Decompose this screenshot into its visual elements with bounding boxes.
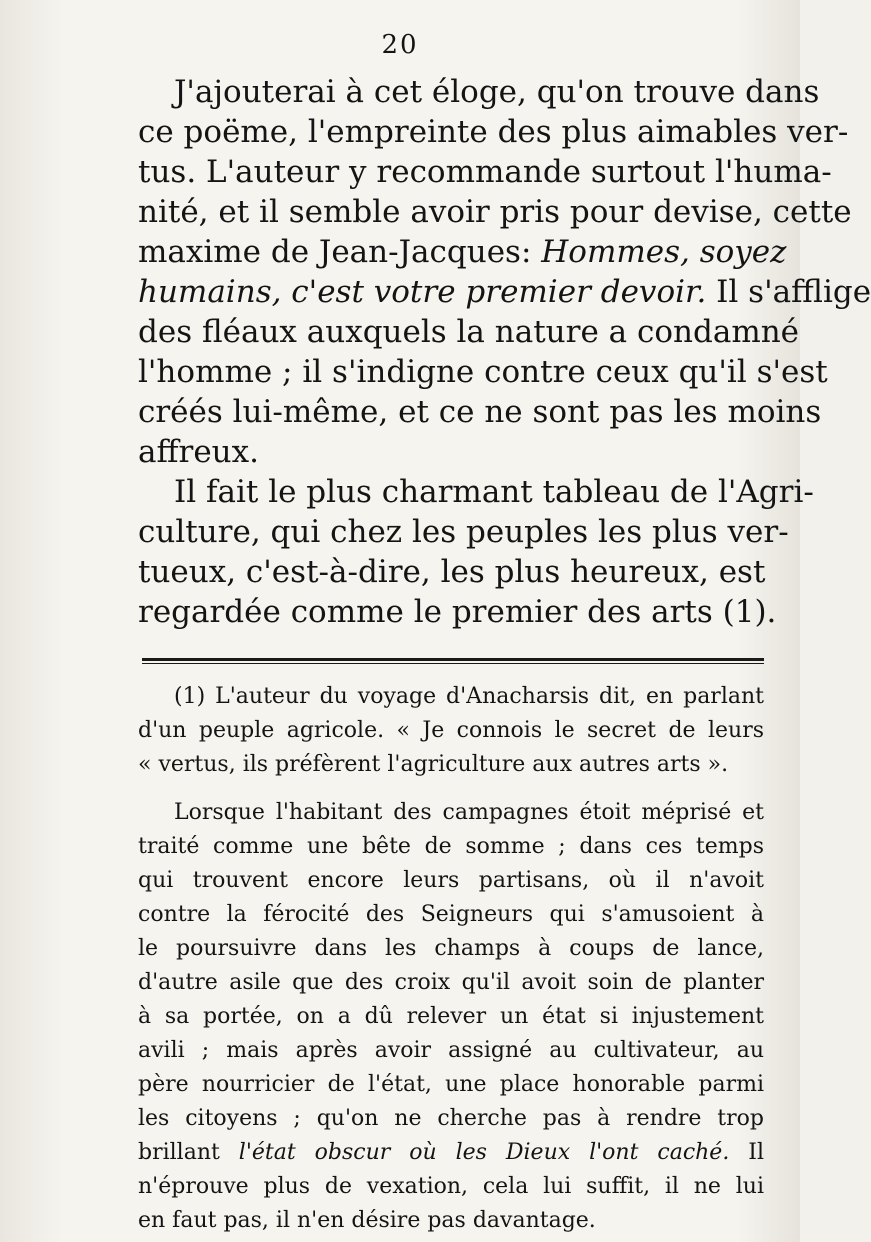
- footnote: [138, 680, 764, 1238]
- footnote-line: père nourricier de l'état, une place honorable parmi: [138, 1072, 764, 1097]
- footnote-line: « vertus, ils préfèrent l'agriculture aux autres arts ».: [138, 752, 729, 777]
- footnote-line: traité comme une bête de somme ; dans ces temps: [138, 834, 764, 859]
- footnote-line: à sa portée, on a dû relever un état si injustement: [138, 1004, 764, 1029]
- footnote-line: les citoyens ; qu'on ne cherche pas à rendre trop: [138, 1106, 764, 1131]
- text-line: l'homme ; il s'indigne contre ceux qu'il s'est: [138, 354, 828, 390]
- footnote-line: en faut pas, il n'en désire pas davantage.: [138, 1208, 596, 1233]
- italic-quote: l'état obscur où les Dieux l'ont caché.: [238, 1140, 730, 1165]
- text-line: tus. L'auteur y recommande surtout l'huma-: [138, 154, 832, 190]
- text-line-mixed: [138, 272, 871, 312]
- footnote-line: contre la férocité des Seigneurs qui s'amusoient à: [138, 902, 764, 927]
- main-text: [138, 72, 871, 632]
- text-line: culture, qui chez les peuples les plus ver-: [138, 514, 789, 550]
- text-line: affreux.: [138, 434, 259, 470]
- text-line: Il fait le plus charmant tableau de l'Agri-: [174, 474, 814, 510]
- text-line: ce poëme, l'empreinte des plus aimables ver-: [138, 114, 849, 150]
- spacer: [138, 782, 764, 796]
- footnote-line-mixed: [138, 1136, 764, 1170]
- text-run: brillant: [138, 1140, 239, 1165]
- text-run: Il s'afflige: [706, 274, 871, 310]
- footnote-line: d'un peuple agricole. « Je connois le secret de leurs: [138, 718, 764, 743]
- text-line: regardée comme le premier des arts (1).: [138, 594, 777, 630]
- text-line: créés lui-même, et ce ne sont pas les moins: [138, 394, 822, 430]
- text-line: J'ajouterai à cet éloge, qu'on trouve dans: [174, 74, 820, 110]
- text-run: Il: [729, 1140, 765, 1165]
- text-run: maxime de Jean-Jacques:: [138, 234, 542, 270]
- text-line: nité, et il semble avoir pris pour devise, cette: [138, 194, 852, 230]
- footnote-line: d'autre asile que des croix qu'il avoit soin de planter: [138, 970, 764, 995]
- text-line-mixed: [138, 232, 787, 272]
- italic-quote: humains, c'est votre premier devoir.: [138, 274, 707, 310]
- footnote-divider-thin: [142, 663, 764, 664]
- footnote-divider: [142, 658, 764, 661]
- footnote-line: Lorsque l'habitant des campagnes étoit méprisé et: [174, 800, 764, 825]
- text-line: des fléaux auxquels la nature a condamné: [138, 314, 800, 350]
- footnote-line: n'éprouve plus de vexation, cela lui suffit, il ne lui: [138, 1174, 764, 1199]
- text-line: tueux, c'est-à-dire, les plus heureux, est: [138, 554, 766, 590]
- page-number: 20: [381, 30, 419, 60]
- footnote-line: (1) L'auteur du voyage d'Anacharsis dit, en parlant: [174, 684, 764, 709]
- footnote-line: qui trouvent encore leurs partisans, où il n'avoit: [138, 868, 764, 893]
- footnote-line: avili ; mais après avoir assigné au cultivateur, au: [138, 1038, 764, 1063]
- italic-quote: Hommes, soyez: [541, 234, 787, 270]
- footnote-line: le poursuivre dans les champs à coups de lance,: [138, 936, 764, 961]
